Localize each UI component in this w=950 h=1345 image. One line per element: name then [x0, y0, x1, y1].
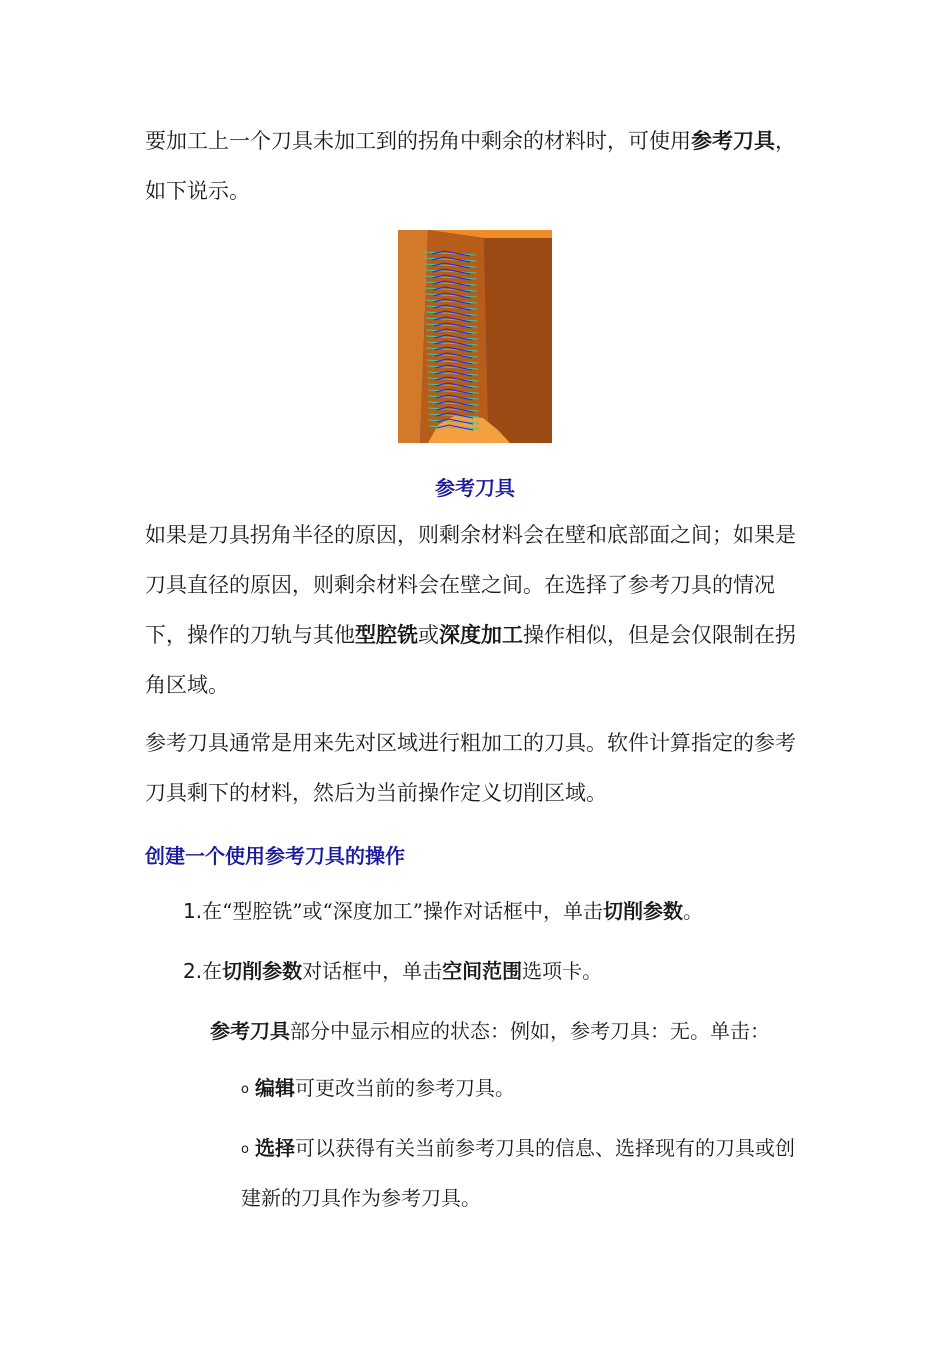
bullet-select-text: 可以获得有关当前参考刀具的信息、选择现有的刀具或创建新的刀具作为参考刀具。: [241, 1136, 795, 1210]
explanation-text-1: 如果是刀具拐角半径的原因，则剩余材料会在壁和底部面之间；如果是刀具直径的原因，则剩余材料会在壁之间。在选择了参考刀具的情况下，操作的刀轨与其他: [145, 523, 796, 647]
step-2-number: 2.: [183, 959, 203, 983]
intro-text-end: ，如下说示。: [145, 129, 796, 203]
reference-tool-figure: [398, 230, 552, 443]
cavity-mill-term: 型腔铣: [355, 623, 418, 647]
right-wall-face: [484, 238, 552, 443]
intro-bold-term: 参考刀具: [691, 129, 775, 153]
bullet-marker: o: [241, 1142, 249, 1157]
bullet-edit: [241, 1064, 811, 1114]
step-2-bold-2: 空间范围: [442, 959, 523, 983]
bullet-edit-bold: 编辑: [254, 1076, 295, 1100]
explanation-text-3: 操作相似，但是会仅限制在拐角区域。: [145, 623, 796, 697]
explanation-or: 或: [418, 623, 439, 647]
bullet-select-bold: 选择: [254, 1136, 295, 1160]
step-1-number: 1.: [183, 899, 203, 923]
status-note-text: 部分中显示相应的状态：例如，参考刀具：无。单击：: [290, 1019, 770, 1043]
bullet-marker: o: [241, 1082, 249, 1097]
step-2-mid: 对话框中，单击: [302, 959, 443, 983]
intro-paragraph: [145, 116, 810, 216]
status-note: [210, 1016, 770, 1046]
corner-explanation-paragraph: [145, 510, 810, 710]
step-1-text: 在“型腔铣”或“深度加工”操作对话框中，单击: [202, 899, 603, 923]
step-2-text: 在: [202, 959, 223, 983]
zlevel-term: 深度加工: [439, 623, 523, 647]
step-1-end: 。: [683, 899, 703, 923]
section-heading: 创建一个使用参考刀具的操作: [145, 844, 405, 868]
intro-text: 要加工上一个刀具未加工到的拐角中剩余的材料时，可使用: [145, 129, 691, 153]
step-2: [183, 956, 602, 986]
bullet-select: [241, 1124, 811, 1222]
bullet-edit-text: 可更改当前的参考刀具。: [294, 1076, 515, 1100]
figure-caption: 参考刀具: [435, 476, 515, 500]
step-2-bold-1: 切削参数: [222, 959, 303, 983]
reference-tool-paragraph: 参考刀具通常是用来先对区域进行粗加工的刀具。软件计算指定的参考刀具剩下的材料，然后为当前操作定义切削区域。: [145, 731, 796, 805]
step-1: [183, 896, 703, 926]
reference-tool-image: [398, 230, 552, 443]
step-1-bold: 切削参数: [603, 899, 683, 923]
status-note-bold: 参考刀具: [210, 1019, 290, 1043]
step-2-end: 选项卡。: [522, 959, 603, 983]
